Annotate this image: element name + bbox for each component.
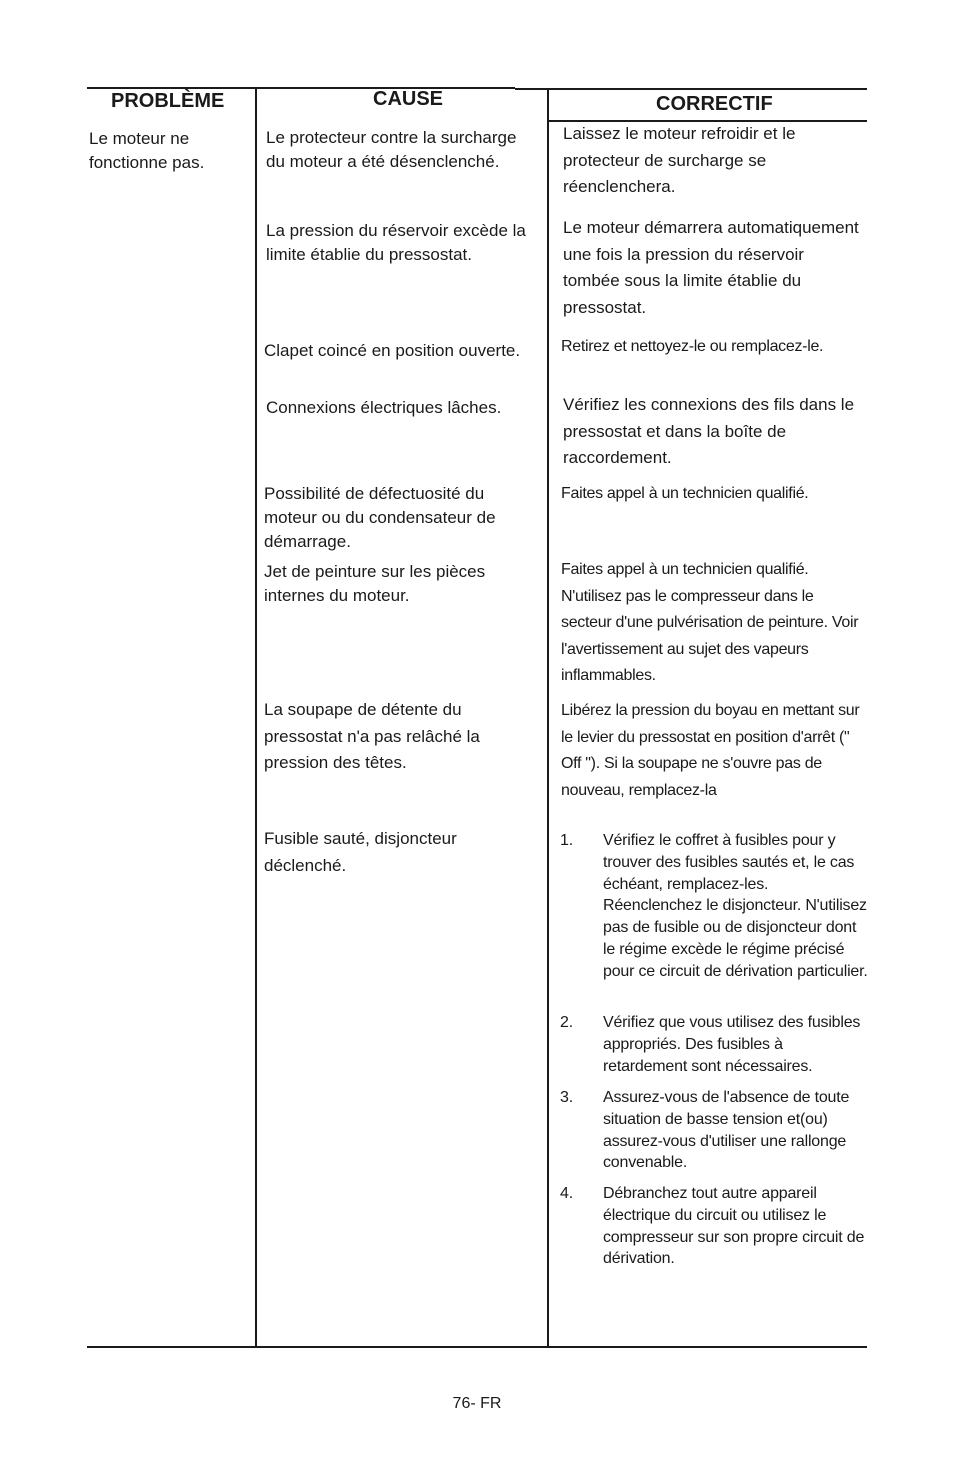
correction-list-item: [560, 1087, 870, 1177]
list-text: Assurez-vous de l'absence de toute situation de basse tension et(ou) assurez-vous d'utiliser une rallonge convenable.: [603, 1089, 850, 1172]
list-text: Vérifiez le coffret à fusibles pour y trouver des fusibles sautés et, le cas échéant, remplacez-les. Réenclenchez le disjoncteur. N'utilisez pas de fusible ou de disjoncteur dont le régime excède le régime précisé pour ce circuit de dérivation particulier.: [603, 832, 868, 980]
list-number: 4.: [560, 1185, 573, 1202]
correction-list-item: [560, 1183, 870, 1273]
correction-list-item: [560, 1012, 870, 1082]
correction-6: Faites appel à un technicien qualifié. N'utilisez pas le compresseur dans le secteur d'une pulvérisation de peinture. Voir l'avertissement au sujet des vapeurs inflammables.: [561, 561, 859, 684]
cause-5: Possibilité de défectuosité du moteur ou du condensateur de démarrage.: [264, 484, 496, 551]
list-text: Débranchez tout autre appareil électrique du circuit ou utilisez le compresseur sur son propre circuit de dérivation.: [603, 1185, 865, 1268]
correction-1: Laissez le moteur refroidir et le protecteur de surcharge se réenclenchera.: [563, 124, 796, 196]
cause-4: Connexions électriques lâches.: [266, 398, 502, 417]
correction-4: Vérifiez les connexions des fils dans le pressostat et dans la boîte de raccordement.: [563, 395, 855, 467]
correction-5: Faites appel à un technicien qualifié.: [561, 485, 809, 502]
page-number: 76- FR: [452, 1395, 502, 1412]
cause-1: Le protecteur contre la surcharge du moteur a été désenclenché.: [266, 128, 517, 171]
column-divider-2: [547, 88, 549, 1347]
cause-8: Fusible sauté, disjoncteur déclenché.: [264, 829, 457, 875]
list-text: Vérifiez que vous utilisez des fusibles appropriés. Des fusibles à retardement sont nécessaires.: [603, 1014, 861, 1075]
header-cause: CAUSE: [373, 88, 444, 110]
correction-2: Le moteur démarrera automatiquement une fois la pression du réservoir tombée sous la limite établie du pressostat.: [563, 218, 859, 317]
list-number: 2.: [560, 1014, 573, 1031]
correction-list-item: [560, 830, 870, 1006]
list-number: 3.: [560, 1089, 573, 1106]
cause-7: La soupape de détente du pressostat n'a pas relâché la pression des têtes.: [264, 700, 480, 772]
cause-6: Jet de peinture sur les pièces internes du moteur.: [264, 562, 486, 605]
header-correction: CORRECTIF: [656, 93, 773, 115]
cause-2: La pression du réservoir excède la limite établie du pressostat.: [266, 221, 526, 264]
column-divider-1: [255, 88, 257, 1347]
correction-7: Libérez la pression du boyau en mettant sur le levier du pressostat en position d'arrêt (" Off "). Si la soupape ne s'ouvre pas de nouveau, remplacez-la: [561, 702, 860, 799]
problem-text: Le moteur ne fonctionne pas.: [89, 129, 205, 172]
table-bottom-rule: [87, 1346, 867, 1348]
cause-3: Clapet coincé en position ouverte.: [264, 341, 521, 360]
correction-3: Retirez et nettoyez-le ou remplacez-le.: [561, 338, 824, 355]
list-number: 1.: [560, 832, 573, 849]
table-top-rule-right: [515, 88, 867, 90]
header-problem: PROBLÈME: [111, 90, 225, 112]
